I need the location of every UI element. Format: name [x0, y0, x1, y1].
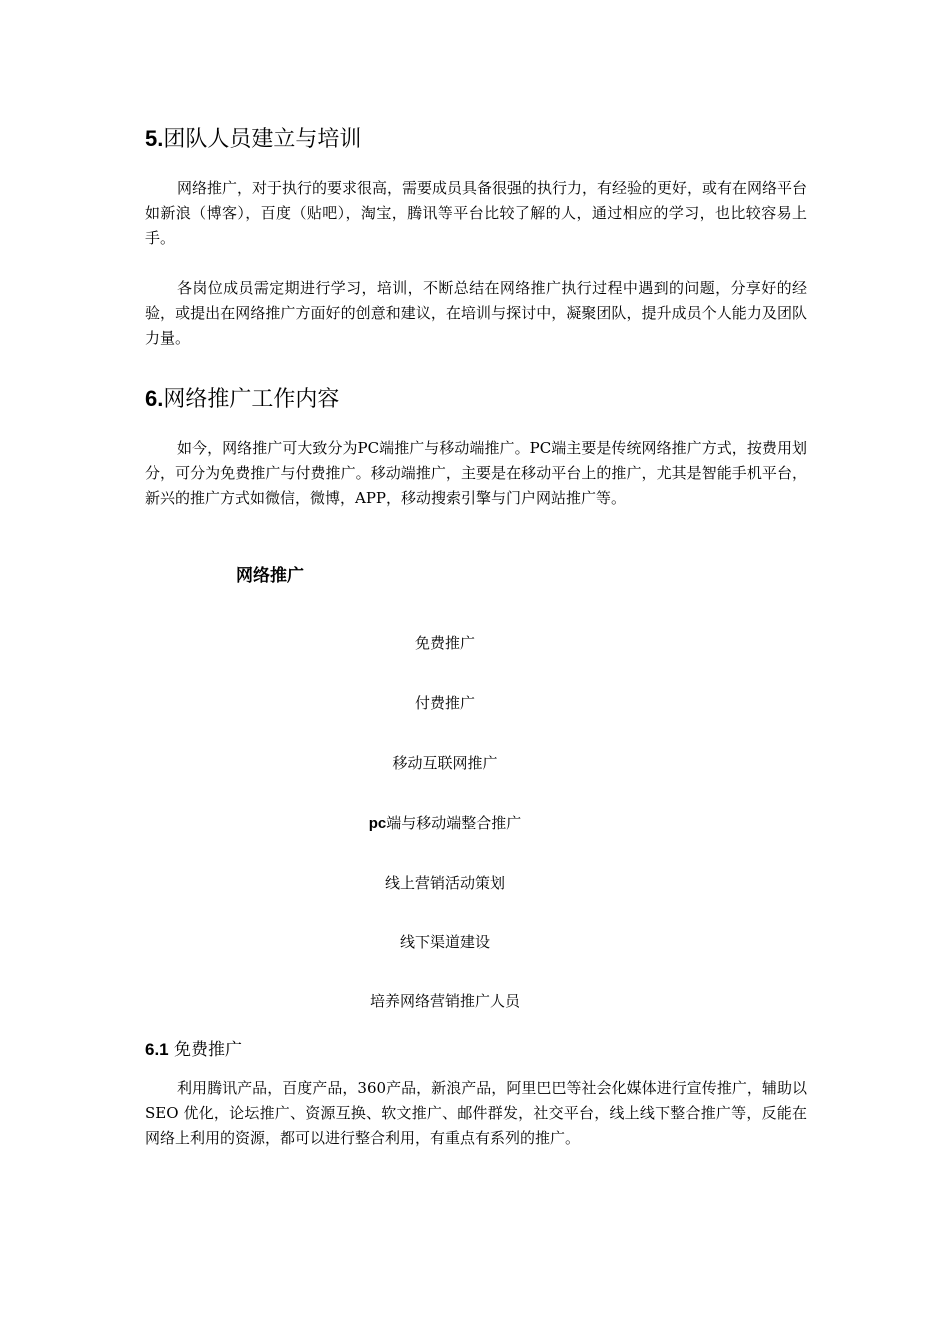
section-5-heading: [145, 124, 361, 155]
section-5-title: 团队人员建立与培训: [163, 127, 362, 152]
section-5-number: 5.: [145, 126, 164, 151]
section-6-1-paragraph: 利用腾讯产品，百度产品，360产品，新浪产品，阿里巴巴等社会化媒体进行宣传推广，辅助以 SEO 优化，论坛推广、资源互换、软文推广、邮件群发，社交平台，线上线下整合推广等，反能在网络上利用的资源，都可以进行整合利用，有重点有系列的推广。: [145, 1079, 807, 1147]
diagram-item-paid-promotion: 付费推广: [414, 694, 475, 712]
section-6-number: 6.: [145, 386, 164, 411]
section-6-heading: [145, 384, 339, 415]
section-5-paragraph-1: 网络推广，对于执行的要求很高，需要成员具备很强的执行力，有经验的更好，或有在网络平台如新浪（博客），百度（贴吧），淘宝，腾讯等平台比较了解的人，通过相应的学习，也比较容易上手。: [145, 179, 808, 247]
section-5-paragraph-2: 各岗位成员需定期进行学习，培训，不断总结在网络推广执行过程中遇到的问题，分享好的经验，或提出在网络推广方面好的创意和建议，在培训与探讨中，凝聚团队，提升成员个人能力及团队力量。: [145, 279, 807, 347]
section-6-1-title: 免费推广: [174, 1040, 243, 1060]
diagram-title: 网络推广: [236, 566, 304, 585]
diagram-item-integrated-text: 端与移动端整合推广: [386, 814, 522, 832]
diagram-item-staff-training: 培养网络营销推广人员: [369, 992, 520, 1010]
section-6-paragraph: 如今，网络推广可大致分为PC端推广与移动端推广。PC端主要是传统网络推广方式，按费用划分，可分为免费推广与付费推广。移动端推广，主要是在移动平台上的推广，尤其是智能手机平台，新兴的推广方式如微信，微博，APP，移动搜索引擎与门户网站推广等。: [145, 439, 807, 507]
section-6-1-heading: [145, 1037, 242, 1063]
diagram-item-mobile-internet-promotion: 移动互联网推广: [392, 754, 498, 772]
diagram-item-offline-channel-building: 线下渠道建设: [399, 933, 490, 951]
diagram-item-free-promotion: 免费推广: [414, 634, 475, 652]
diagram-item-integrated-prefix: pc: [368, 815, 387, 832]
section-6-title: 网络推广工作内容: [163, 387, 340, 412]
diagram-item-integrated-promotion: [0, 812, 890, 835]
diagram-item-online-campaign-planning: 线上营销活动策划: [384, 874, 505, 892]
section-6-1-number: 6.1: [145, 1040, 169, 1059]
